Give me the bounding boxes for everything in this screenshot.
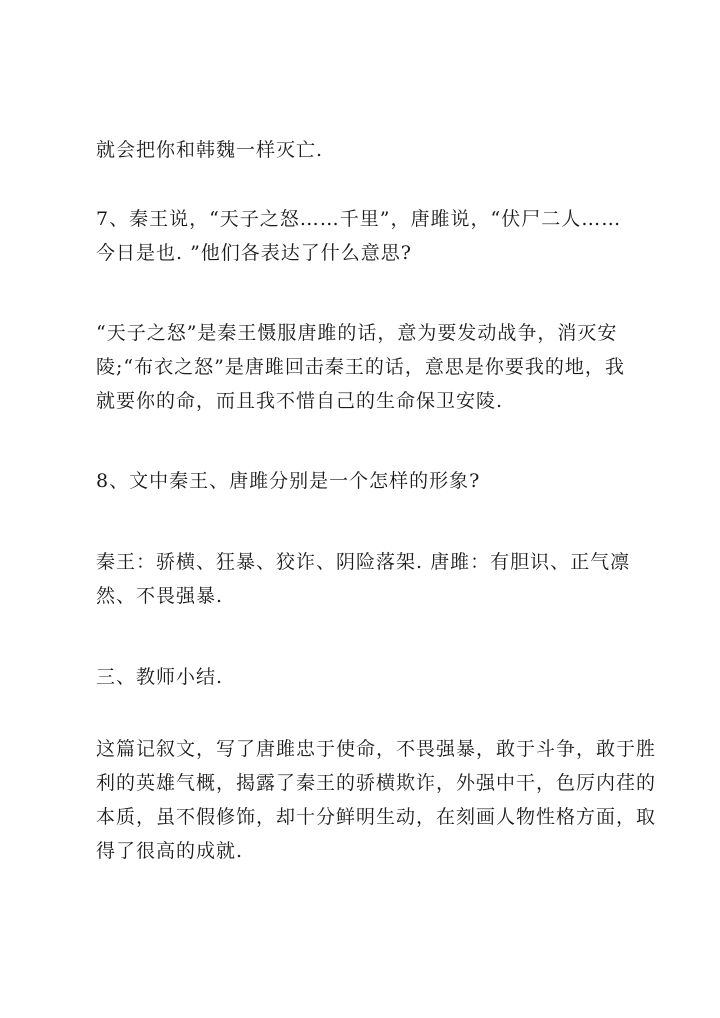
- text-line: 然、不畏强暴.: [96, 585, 224, 607]
- text-line: 今日是也. ”他们各表达了什么意思?: [96, 242, 412, 264]
- text-line: 秦王：骄横、狂暴、狡诈、阴险落架. 唐雎：有胆识、正气凛: [96, 551, 631, 573]
- text-line: 这篇记叙文，写了唐雎忠于使命，不畏强暴，敢于斗争，敢于胜: [96, 738, 657, 760]
- text-line: 8、文中秦王、唐雎分别是一个怎样的形象?: [96, 470, 481, 492]
- section-heading: [96, 660, 636, 694]
- text-line: “天子之怒”是秦王慑服唐雎的话，意为要发动战争，消灭安: [96, 322, 618, 344]
- text-line: 三、教师小结.: [96, 666, 224, 688]
- text-line: 7、秦王说，“天子之怒……千里”，唐雎说，“伏尸二人……: [96, 208, 622, 230]
- text-line: 就会把你和韩魏一样灭亡.: [96, 139, 324, 161]
- question-7: [96, 202, 636, 270]
- summary-paragraph: [96, 732, 657, 868]
- text-line: 利的英雄气概，揭露了秦王的骄横欺诈，外强中干，色厉内荏的: [96, 772, 657, 794]
- answer-7: [96, 316, 636, 418]
- text-line: 得了很高的成就.: [96, 840, 244, 862]
- text-line: 就要你的命，而且我不惜自己的生命保卫安陵.: [96, 390, 504, 412]
- paragraph-continuation: [96, 133, 636, 167]
- answer-8: [96, 545, 636, 613]
- text-line: 陵;“布衣之怒”是唐雎回击秦王的话，意思是你要我的地，我: [96, 356, 625, 378]
- text-line: 本质，虽不假修饰，却十分鲜明生动，在刻画人物性格方面，取: [96, 806, 657, 828]
- question-8: [96, 464, 636, 498]
